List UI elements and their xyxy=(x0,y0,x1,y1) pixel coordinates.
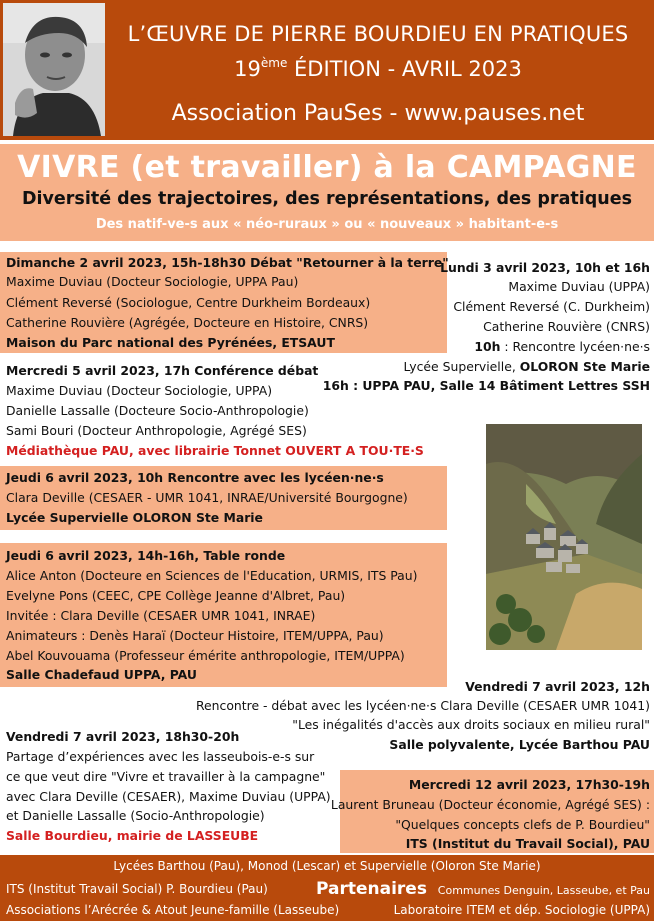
event-1-speaker-2: Clément Reversé (Sociologue, Centre Durkheim Bordeaux) xyxy=(6,295,371,310)
event-2-heading: Lundi 3 avril 2023, 10h et 16h xyxy=(440,260,650,275)
event-2-venue-1 xyxy=(404,357,650,376)
event-1-speaker-3: Catherine Rouvière (Agrégée, Docteure en Histoire, CNRS) xyxy=(6,315,369,330)
portrait-photo xyxy=(3,3,105,136)
footer-partner-its: ITS (Institut Travail Social) P. Bourdieu (Pau) xyxy=(6,882,268,896)
event-6-line-1: Rencontre - débat avec les lycéen·ne·s Clara Deville (CESAER UMR 1041) xyxy=(195,698,650,713)
event-7-venue: Salle Bourdieu, mairie de LASSEUBE xyxy=(6,828,259,843)
edition-number: 19 xyxy=(234,57,261,81)
event-4-speaker-1: Clara Deville (CESAER - UMR 1041, INRAE/Université Bourgogne) xyxy=(6,490,408,505)
event-5-heading: Jeudi 6 avril 2023, 14h-16h, Table ronde xyxy=(6,548,286,563)
event-3-venue: Médiathèque PAU, avec librairie Tonnet OUVERT A TOU·TE·S xyxy=(6,443,424,458)
event-6-line-2: "Les inégalités d'accès aux droits sociaux en milieu rural" xyxy=(292,717,650,732)
event-5-venue: Salle Chadefaud UPPA, PAU xyxy=(6,667,197,682)
event-6-heading: Vendredi 7 avril 2023, 12h xyxy=(465,679,650,694)
event-2-speaker-2: Clément Reversé (C. Durkheim) xyxy=(453,299,650,314)
header-association: Association PauSes - www.pauses.net xyxy=(171,101,585,126)
footer-partners-label: Partenaires xyxy=(316,879,427,899)
footer-partner-communes: Communes Denguin, Lasseube, et Pau xyxy=(437,884,650,897)
event-3-speaker-3: Sami Bouri (Docteur Anthropologie, Agrégé SES) xyxy=(6,423,307,438)
event-8-heading: Mercredi 12 avril 2023, 17h30-19h xyxy=(408,777,650,792)
event-5-speaker-1: Alice Anton (Docteure en Sciences de l'Education, URMIS, ITS Pau) xyxy=(6,568,418,583)
event-1-venue: Maison du Parc national des Pyrénées, ETSAUT xyxy=(6,335,335,350)
main-title: VIVRE (et travailler) à la CAMPAGNE xyxy=(17,150,637,185)
event-3-speaker-1: Maxime Duviau (Docteur Sociologie, UPPA) xyxy=(6,383,273,398)
event-8-talk-title: "Quelques concepts clefs de P. Bourdieu" xyxy=(395,817,650,832)
event-4-venue: Lycée Supervielle OLORON Ste Marie xyxy=(6,510,263,525)
subtitle-secondary: Des natif-ve-s aux « néo-ruraux » ou « nouveaux » habitant-e-s xyxy=(95,217,559,232)
footer-partner-lab: Laboratoire ITEM et dép. Sociologie (UPPA) xyxy=(393,903,650,917)
event-7-line-3: avec Clara Deville (CESAER), Maxime Duviau (UPPA) xyxy=(6,789,331,804)
event-2-session-1 xyxy=(474,337,650,356)
event-3-heading: Mercredi 5 avril 2023, 17h Conférence débat xyxy=(6,363,319,378)
event-5-moderator-1: Animateurs : Denès Haraï (Docteur Histoire, ITEM/UPPA, Pau) xyxy=(6,628,384,643)
event-8-venue: ITS (Institut du Travail Social), PAU xyxy=(405,836,650,851)
event-2-speaker-1: Maxime Duviau (UPPA) xyxy=(508,279,650,294)
event-2-speaker-3: Catherine Rouvière (CNRS) xyxy=(483,319,650,334)
event-8-speaker: Laurent Bruneau (Docteur économie, Agrégé SES) : xyxy=(330,797,650,812)
event-6-venue: Salle polyvalente, Lycée Barthou PAU xyxy=(389,737,650,752)
event-2-venue-2: 16h : UPPA PAU, Salle 14 Bâtiment Lettres SSH xyxy=(322,378,650,393)
event-1-speaker-1: Maxime Duviau (Docteur Sociologie, UPPA Pau) xyxy=(6,274,299,289)
event-2-venue-1-town: OLORON Ste Marie xyxy=(519,359,650,374)
event-5-moderator-2: Abel Kouvouama (Professeur émérite anthropologie, ITEM/UPPA) xyxy=(6,648,405,663)
footer-line-1: Lycées Barthou (Pau), Monod (Lescar) et Supervielle (Oloron Ste Marie) xyxy=(113,859,541,873)
event-5-speaker-2: Evelyne Pons (CEEC, CPE Collège Jeanne d'Albret, Pau) xyxy=(6,588,346,603)
event-2-venue-1-school: Lycée Supervielle, xyxy=(403,359,520,374)
event-4-heading: Jeudi 6 avril 2023, 10h Rencontre avec les lycéen·ne·s xyxy=(6,470,384,485)
event-1-heading: Dimanche 2 avril 2023, 15h-18h30 Débat "Retourner à la terre" xyxy=(6,255,449,270)
village-landscape-image xyxy=(486,424,642,650)
event-3-speaker-2: Danielle Lassalle (Docteure Socio-Anthropologie) xyxy=(6,403,309,418)
header-title: L’ŒUVRE DE PIERRE BOURDIEU EN PRATIQUES xyxy=(127,22,629,46)
event-7-line-4: et Danielle Lassalle (Socio-Anthropologie) xyxy=(6,808,265,823)
event-7-line-1: Partage d’expériences avec les lasseubois-e-s sur xyxy=(6,749,315,764)
portrait-image xyxy=(3,3,105,136)
event-2-session-1-text: : Rencontre lycéen·ne·s xyxy=(500,339,650,354)
event-5-speaker-3: Invitée : Clara Deville (CESAER UMR 1041, INRAE) xyxy=(6,608,316,623)
subtitle: Diversité des trajectoires, des représentations, des pratiques xyxy=(21,189,633,209)
header-edition xyxy=(108,56,648,81)
event-2-time-10h: 10h xyxy=(474,339,501,354)
landscape-photo xyxy=(486,424,642,650)
event-7-heading: Vendredi 7 avril 2023, 18h30-20h xyxy=(6,729,240,744)
event-7-line-2: ce que veut dire "Vivre et travailler à la campagne" xyxy=(6,769,326,784)
edition-superscript: ème xyxy=(260,56,288,70)
edition-text: ÉDITION - AVRIL 2023 xyxy=(287,57,522,81)
footer-partner-associations: Associations l’Arécrée & Atout Jeune-famille (Lasseube) xyxy=(6,903,340,917)
